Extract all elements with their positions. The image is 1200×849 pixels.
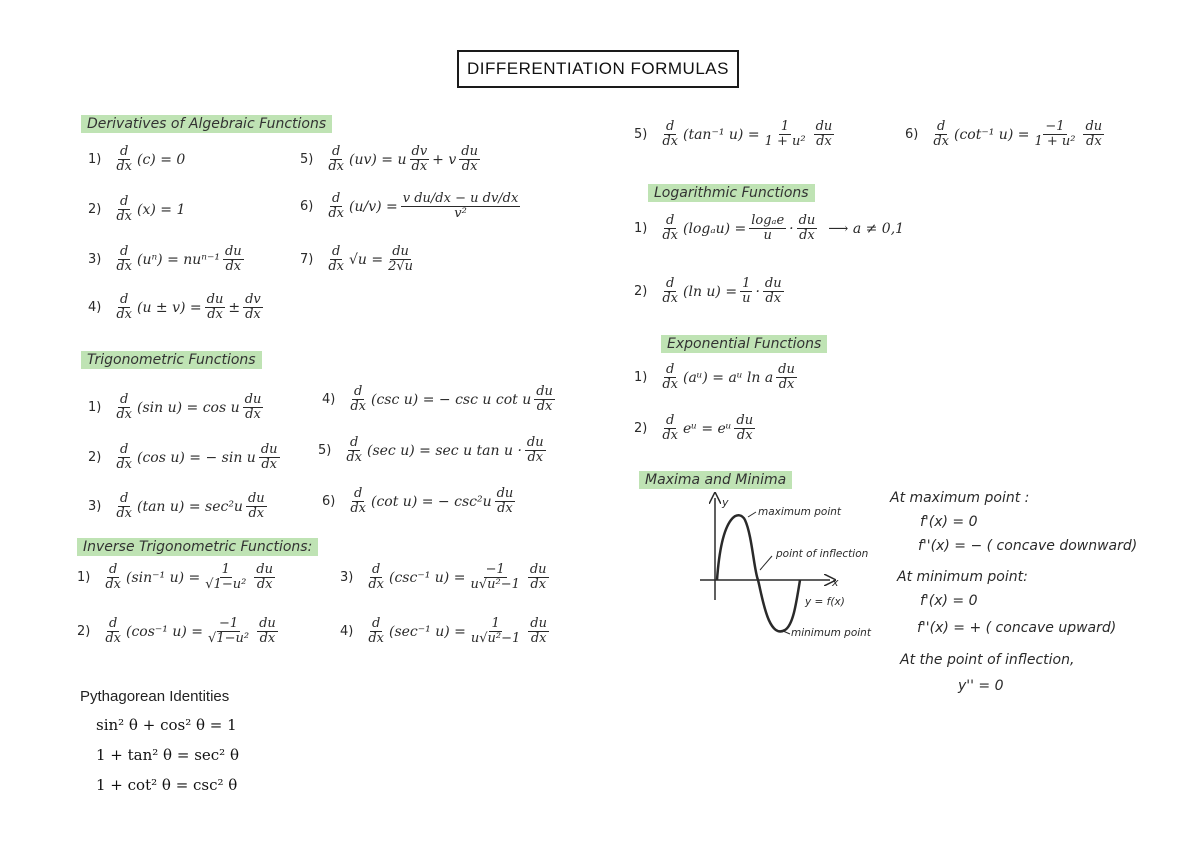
formula-text: (aᵘ) = aᵘ ln a (683, 369, 774, 386)
frac-num: du (260, 442, 278, 457)
formula-number: 2) (77, 624, 91, 640)
frac-den: dx (116, 506, 132, 522)
frac-den: dx (105, 631, 121, 647)
frac-den: dx (248, 506, 265, 522)
frac-den: 1 + u² (1034, 134, 1076, 150)
formula-text: (sin u) = cos u (137, 399, 240, 416)
inv-formula-4 (340, 617, 552, 647)
formula-text: (csc u) = − csc u cot u (371, 391, 532, 408)
frac-den: dx (527, 450, 544, 466)
frac-den: dx (368, 577, 384, 593)
log-formula-1 (634, 214, 904, 244)
formula-number: 7) (300, 252, 314, 268)
min-pointer (783, 631, 790, 634)
inflection-label: point of inflection (776, 548, 869, 560)
frac-num: d (354, 486, 363, 501)
formula-text: (uv) = u (349, 151, 407, 168)
formula-text: (cos u) = − sin u (137, 449, 256, 466)
frac-den: dx (346, 450, 362, 466)
frac-num: logₐe (751, 213, 785, 228)
frac-den: dx (328, 159, 344, 175)
frac-num: d (666, 119, 675, 134)
frac-num: d (120, 392, 129, 407)
frac-num: d (120, 442, 129, 457)
frac-num: d (666, 413, 675, 428)
frac-den: dx (116, 457, 132, 473)
note-min-2: f''(x) = + ( concave upward) (917, 620, 1117, 636)
frac-den: dx (368, 631, 384, 647)
frac-den: u (763, 228, 772, 244)
section-trig: Trigonometric Functions (81, 351, 262, 369)
frac-den: dx (116, 407, 132, 423)
formula-number: 4) (340, 624, 354, 640)
frac-num: d (372, 562, 381, 577)
frac-den: u√u²−1 (470, 631, 521, 647)
frac-num: du (244, 392, 262, 407)
formula-text: (cot u) = − csc²u (371, 493, 492, 510)
formula-number: 1) (88, 400, 102, 416)
frac-num: du (736, 413, 754, 428)
frac-den: 2√u (388, 259, 414, 275)
frac-num: du (798, 213, 816, 228)
formula-number: 1) (634, 221, 648, 237)
frac-num: d (109, 562, 118, 577)
frac-num: du (526, 435, 544, 450)
max-min-graph (690, 490, 890, 650)
formula-text: (sec u) = sec u tan u · (367, 442, 522, 459)
max-point-label: maximum point (758, 506, 842, 518)
frac-den: √1−u² (205, 577, 247, 593)
frac-den: dx (350, 501, 366, 517)
inv-formula-5 (634, 120, 837, 150)
formula-number: 6) (300, 199, 314, 215)
frac-num: du (461, 144, 478, 159)
inv-formula-2 (77, 617, 281, 647)
frac-num: du (1085, 119, 1103, 134)
formula-number: 2) (634, 421, 648, 437)
section-inverse-trig: Inverse Trigonometric Functions: (77, 538, 318, 556)
formula-text: ± (228, 299, 241, 316)
pyth-identity-1: sin² θ + cos² θ = 1 (96, 716, 237, 734)
frac-num: du (259, 616, 276, 631)
alg-formula-1 (88, 145, 185, 175)
frac-den: dx (328, 259, 344, 275)
trig-formula-2 (88, 443, 283, 473)
frac-num: d (120, 194, 129, 209)
formula-text: (tan u) = sec²u (137, 498, 243, 515)
frac-num: dv (245, 292, 261, 307)
exp-formula-1 (634, 363, 800, 393)
formula-text: √u = (349, 251, 384, 268)
frac-num: du (764, 276, 782, 291)
trig-formula-3 (88, 492, 270, 522)
formula-number: 5) (318, 443, 332, 459)
formula-text: · (789, 220, 794, 237)
frac-den: dx (799, 228, 815, 244)
section-exp: Exponential Functions (661, 335, 827, 353)
frac-num: d (109, 616, 118, 631)
frac-num: d (372, 616, 381, 631)
formula-text: (c) = 0 (137, 151, 186, 168)
note-inf-1: y'' = 0 (958, 678, 1004, 694)
frac-num: −1 (218, 616, 239, 631)
frac-den: dx (765, 291, 782, 307)
formula-number: 3) (88, 252, 102, 268)
formula-number: 3) (88, 499, 102, 515)
frac-den: dx (461, 159, 478, 175)
formula-text: (uⁿ) = nuⁿ⁻¹ (137, 251, 220, 268)
frac-num: d (120, 244, 129, 259)
frac-den: dx (816, 134, 832, 150)
log-formula-2 (634, 277, 787, 307)
frac-num: 1 (221, 562, 230, 577)
frac-den: dx (328, 206, 344, 222)
frac-num: d (354, 384, 363, 399)
frac-den: dx (662, 291, 678, 307)
formula-number: 1) (77, 570, 91, 586)
frac-num: 1 (491, 616, 500, 631)
formula-text: (u ± v) = (137, 299, 202, 316)
frac-den: dx (662, 377, 678, 393)
frac-num: v du/dx − u dv/dx (402, 191, 519, 206)
trig-formula-5 (318, 436, 549, 466)
frac-num: du (815, 119, 833, 134)
formula-text: (x) = 1 (137, 201, 186, 218)
frac-num: d (666, 276, 675, 291)
formula-number: 2) (88, 202, 102, 218)
formula-number: 4) (322, 392, 336, 408)
frac-num: d (332, 191, 341, 206)
frac-num: d (332, 144, 341, 159)
section-pythagorean: Pythagorean Identities (80, 688, 230, 705)
formula-number: 5) (300, 152, 314, 168)
formula-number: 6) (322, 494, 336, 510)
pyth-identity-3: 1 + cot² θ = csc² θ (96, 776, 238, 794)
inv-formula-1 (77, 563, 278, 593)
frac-num: −1 (485, 562, 505, 577)
function-label: y = f(x) (805, 596, 845, 608)
frac-num: d (120, 292, 129, 307)
frac-den: dx (662, 134, 678, 150)
formula-text: · (755, 283, 760, 300)
section-log: Logarithmic Functions (648, 184, 815, 202)
frac-den: dx (207, 307, 223, 323)
formula-number: 3) (340, 570, 354, 586)
frac-den: dx (350, 399, 366, 415)
frac-den: dx (662, 228, 678, 244)
alg-formula-5 (300, 145, 483, 175)
exp-formula-2 (634, 414, 758, 444)
formula-number: 4) (88, 300, 102, 316)
formula-text: (logₐu) = (683, 220, 747, 237)
frac-den: dx (497, 501, 513, 517)
alg-formula-6 (300, 192, 523, 222)
frac-den: dx (116, 307, 132, 323)
frac-den: dx (536, 399, 553, 415)
frac-num: du (529, 562, 547, 577)
formula-text: ⟶ a ≠ 0,1 (828, 220, 905, 237)
frac-den: dx (778, 377, 795, 393)
frac-den: u (742, 291, 751, 307)
formula-text: (sin⁻¹ u) = (126, 569, 201, 586)
formula-text: + v (432, 151, 457, 168)
frac-den: dx (261, 457, 277, 473)
alg-formula-3 (88, 245, 247, 275)
formula-text: (u/v) = (349, 198, 398, 215)
frac-den: dx (256, 577, 273, 593)
frac-num: dv (411, 144, 428, 159)
frac-num: d (937, 119, 946, 134)
frac-den: dx (116, 159, 132, 175)
frac-num: 1 (780, 119, 790, 134)
frac-den: u√u²−1 (470, 577, 520, 593)
frac-num: du (224, 244, 242, 259)
frac-den: dx (933, 134, 949, 150)
max-pointer (748, 512, 756, 517)
frac-num: du (206, 292, 224, 307)
formula-text: (csc⁻¹ u) = (389, 569, 466, 586)
alg-formula-4 (88, 293, 266, 323)
frac-den: 1 + u² (764, 134, 806, 150)
frac-den: dx (116, 259, 132, 275)
frac-den: dx (1086, 134, 1102, 150)
frac-den: dx (245, 307, 261, 323)
frac-num: du (530, 616, 547, 631)
inv-formula-6 (905, 120, 1107, 150)
note-inf-head: At the point of inflection, (900, 652, 1075, 668)
formula-text: eᵘ = eᵘ (683, 420, 732, 437)
inflection-pointer (760, 556, 772, 570)
min-point-label: minimum point (791, 627, 871, 639)
frac-den: dx (411, 159, 428, 175)
formula-number: 1) (88, 152, 102, 168)
frac-num: d (120, 144, 129, 159)
formula-text: (tan⁻¹ u) = (683, 126, 760, 143)
note-min-1: f'(x) = 0 (920, 593, 978, 609)
trig-formula-6 (322, 487, 518, 517)
formula-number: 2) (88, 450, 102, 466)
frac-num: du (256, 562, 273, 577)
y-axis-label: y (722, 496, 729, 509)
note-max-2: f''(x) = − ( concave downward) (918, 538, 1138, 554)
frac-den: dx (245, 407, 261, 423)
frac-den: dx (225, 259, 242, 275)
formula-text: (sec⁻¹ u) = (389, 623, 466, 640)
frac-den: v² (454, 206, 467, 222)
formula-number: 1) (634, 370, 648, 386)
formula-number: 6) (905, 127, 919, 143)
frac-num: d (666, 213, 675, 228)
frac-num: du (392, 244, 409, 259)
formula-number: 5) (634, 127, 648, 143)
frac-den: dx (530, 631, 547, 647)
frac-num: d (120, 491, 129, 506)
section-algebraic: Derivatives of Algebraic Functions (81, 115, 332, 133)
frac-den: dx (736, 428, 753, 444)
function-curve (717, 515, 800, 631)
frac-num: du (247, 491, 265, 506)
alg-formula-2 (88, 195, 185, 225)
note-max-1: f'(x) = 0 (920, 514, 978, 530)
alg-formula-7 (300, 245, 418, 275)
formula-text: (cot⁻¹ u) = (954, 126, 1030, 143)
page-title: DIFFERENTIATION FORMULAS (457, 50, 739, 88)
frac-den: dx (105, 577, 121, 593)
formula-text: (cos⁻¹ u) = (126, 623, 204, 640)
x-axis-label: x (832, 576, 839, 589)
trig-formula-1 (88, 393, 266, 423)
formula-number: 2) (634, 284, 648, 300)
formula-text: (ln u) = (683, 283, 738, 300)
frac-num: −1 (1045, 119, 1065, 134)
note-min-head: At minimum point: (897, 569, 1028, 585)
frac-num: du (496, 486, 514, 501)
frac-den: dx (662, 428, 678, 444)
frac-num: d (350, 435, 359, 450)
frac-num: du (778, 362, 795, 377)
frac-den: dx (530, 577, 547, 593)
frac-den: √1−u² (208, 631, 250, 647)
trig-formula-4 (322, 385, 558, 415)
section-maxmin: Maxima and Minima (639, 471, 792, 489)
frac-num: d (332, 244, 341, 259)
frac-num: d (666, 362, 675, 377)
pyth-identity-2: 1 + tan² θ = sec² θ (96, 746, 239, 764)
frac-den: dx (259, 631, 276, 647)
inv-formula-3 (340, 563, 552, 593)
frac-num: du (536, 384, 553, 399)
frac-den: dx (116, 209, 132, 225)
note-max-head: At maximum point : (890, 490, 1030, 506)
frac-num: 1 (742, 276, 751, 291)
